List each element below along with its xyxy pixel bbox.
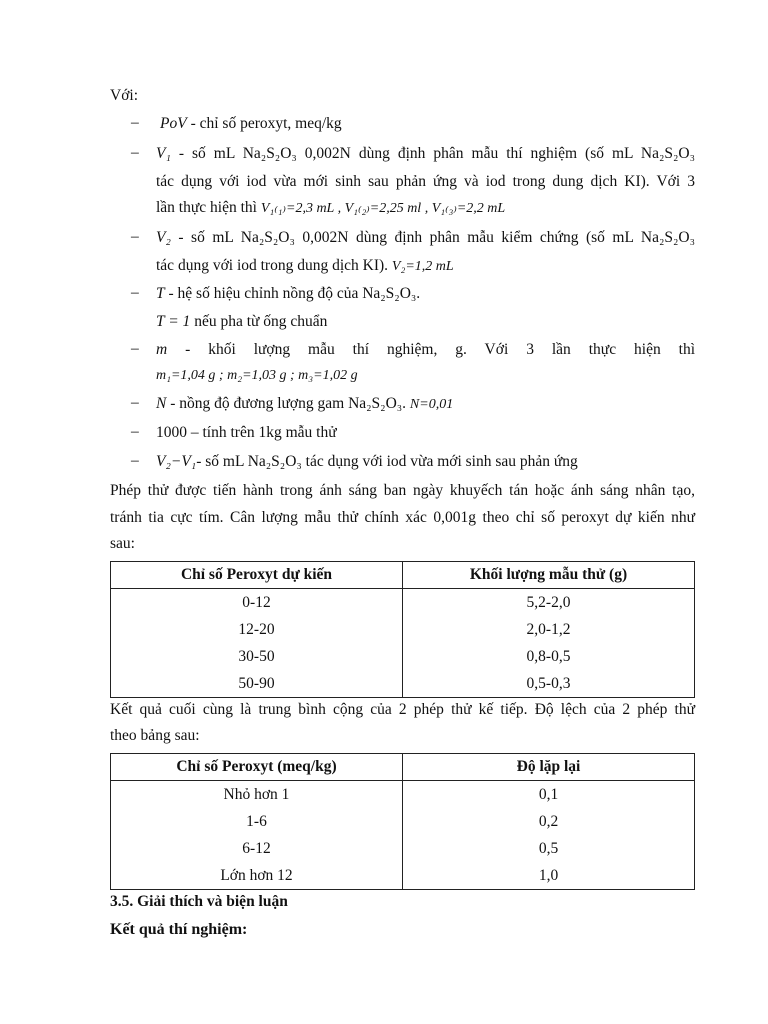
table-header-cell: Chỉ số Peroxyt dự kiến: [111, 562, 403, 589]
m-text: - khối lượng mẫu thí nghiệm, g. Với 3 lần thực hiện thì: [167, 341, 695, 358]
sample-mass-table: [110, 561, 695, 698]
dash-bullet: –: [131, 144, 139, 161]
dash-bullet: –: [131, 340, 139, 357]
section-heading: 3.5. Giải thích và biện luận: [110, 893, 288, 910]
table-cell: 12-20: [111, 616, 403, 643]
table-cell: 1,0: [403, 862, 695, 890]
table-row: [111, 808, 695, 835]
dash-bullet: –: [131, 114, 139, 131]
dash-bullet: –: [131, 423, 139, 440]
dash-bullet: –: [131, 284, 139, 301]
m-values: m₁=1,04 g ; m₂=1,03 g ; m₃=1,02 g: [156, 368, 358, 383]
para2-line1: Kết quả cuối cùng là trung bình cộng của 2 phép thử kế tiếp. Độ lệch của 2 phép thử: [110, 701, 695, 718]
t-text: - hệ số hiệu chỉnh nồng độ của Na₂S₂O₃.: [164, 285, 421, 302]
item-v2-minus-v1: [156, 452, 578, 472]
table-header-row: [111, 754, 695, 781]
v1-symbol: V₁: [156, 145, 171, 162]
para2-line2: theo bảng sau:: [110, 727, 200, 744]
table-cell: 1-6: [111, 808, 403, 835]
table-row: [111, 670, 695, 698]
results-heading: Kết quả thí nghiệm:: [110, 921, 248, 938]
n-symbol: N: [156, 395, 167, 412]
pov-symbol: PoV: [160, 115, 187, 132]
n-text: - nồng độ đương lượng gam Na₂S₂O₃.: [166, 395, 410, 412]
table-row: [111, 616, 695, 643]
n-value: N=0,01: [409, 397, 454, 412]
item-t-line1: [156, 284, 420, 304]
table-row: [111, 589, 695, 617]
dash-bullet: –: [131, 228, 139, 245]
table-header-cell: Độ lặp lại: [403, 754, 695, 781]
v2-symbol: V₂: [156, 229, 171, 246]
t-equation: T = 1: [156, 313, 191, 330]
table-row: [111, 835, 695, 862]
dash-bullet: –: [131, 394, 139, 411]
v2-value: V₂=1,2 mL: [391, 259, 454, 274]
table-cell: 0,2: [403, 808, 695, 835]
v2-minus-v1-text: - số mL Na₂S₂O₃ tác dụng với iod vừa mới sinh sau phản ứng: [196, 453, 578, 470]
table-cell: 30-50: [111, 643, 403, 670]
table-row: [111, 643, 695, 670]
table-cell: 0,5-0,3: [403, 670, 695, 698]
table-cell: Nhỏ hơn 1: [111, 781, 403, 809]
para1-line1: Phép thử được tiến hành trong ánh sáng ban ngày khuyếch tán hoặc ánh sáng nhân tạo,: [110, 482, 695, 499]
table-header-cell: Khối lượng mẫu thử (g): [403, 562, 695, 589]
pov-text: - chỉ số peroxyt, meq/kg: [186, 115, 342, 132]
v1-line3-text: lần thực hiện thì: [156, 199, 261, 216]
item-v1-line3: [156, 198, 505, 219]
v1-values: V₁₍₁₎=2,3 mL , V₁₍₂₎=2,25 ml , V₁₍₃₎=2,2 mL: [260, 201, 506, 216]
table-cell: 0-12: [111, 589, 403, 617]
table-cell: 2,0-1,2: [403, 616, 695, 643]
t-symbol: T: [156, 285, 165, 302]
item-n: [156, 394, 453, 415]
intro-text: Với:: [110, 87, 139, 104]
item-v2-line1: [156, 228, 695, 248]
t-line2-text: nếu pha từ ống chuẩn: [190, 313, 328, 330]
table-cell: 0,1: [403, 781, 695, 809]
item-t-line2: [156, 312, 327, 332]
para1-line3: sau:: [110, 535, 135, 552]
table-cell: 0,8-0,5: [403, 643, 695, 670]
table-header-cell: Chỉ số Peroxyt (meq/kg): [111, 754, 403, 781]
v2-line2-text: tác dụng với iod trong dung dịch KI).: [156, 257, 392, 274]
m-symbol: m: [156, 341, 168, 358]
item-m-line1: [156, 340, 695, 360]
v2-text: - số mL Na₂S₂O₃ 0,002N dùng định phân mẫu kiểm chứng (số mL Na₂S₂O₃: [170, 229, 695, 246]
table-cell: Lớn hơn 12: [111, 862, 403, 890]
repeatability-table: [110, 753, 695, 890]
table-cell: 6-12: [111, 835, 403, 862]
item-1000: 1000 – tính trên 1kg mẫu thử: [156, 424, 337, 441]
item-pov: [160, 114, 342, 134]
table-cell: 5,2-2,0: [403, 589, 695, 617]
para1-line2: tránh tia cực tím. Cân lượng mẫu thử chính xác 0,001g theo chỉ số peroxyt dự kiến như: [110, 509, 695, 526]
item-v1-line1: [156, 144, 695, 164]
table-row: [111, 781, 695, 809]
dash-bullet: –: [131, 452, 139, 469]
table-header-row: [111, 562, 695, 589]
item-v1-line2: tác dụng với iod vừa mới sinh sau phản ứng và iod trong dung dịch KI). Với 3: [156, 173, 695, 190]
v2-minus-v1-symbol: V₂−V₁: [156, 453, 197, 470]
table-row: [111, 862, 695, 890]
table-cell: 50-90: [111, 670, 403, 698]
item-v2-line2: [156, 256, 454, 277]
v1-text: - số mL Na₂S₂O₃ 0,002N dùng định phân mẫu thí nghiệm (số mL Na₂S₂O₃: [170, 145, 695, 162]
table-cell: 0,5: [403, 835, 695, 862]
